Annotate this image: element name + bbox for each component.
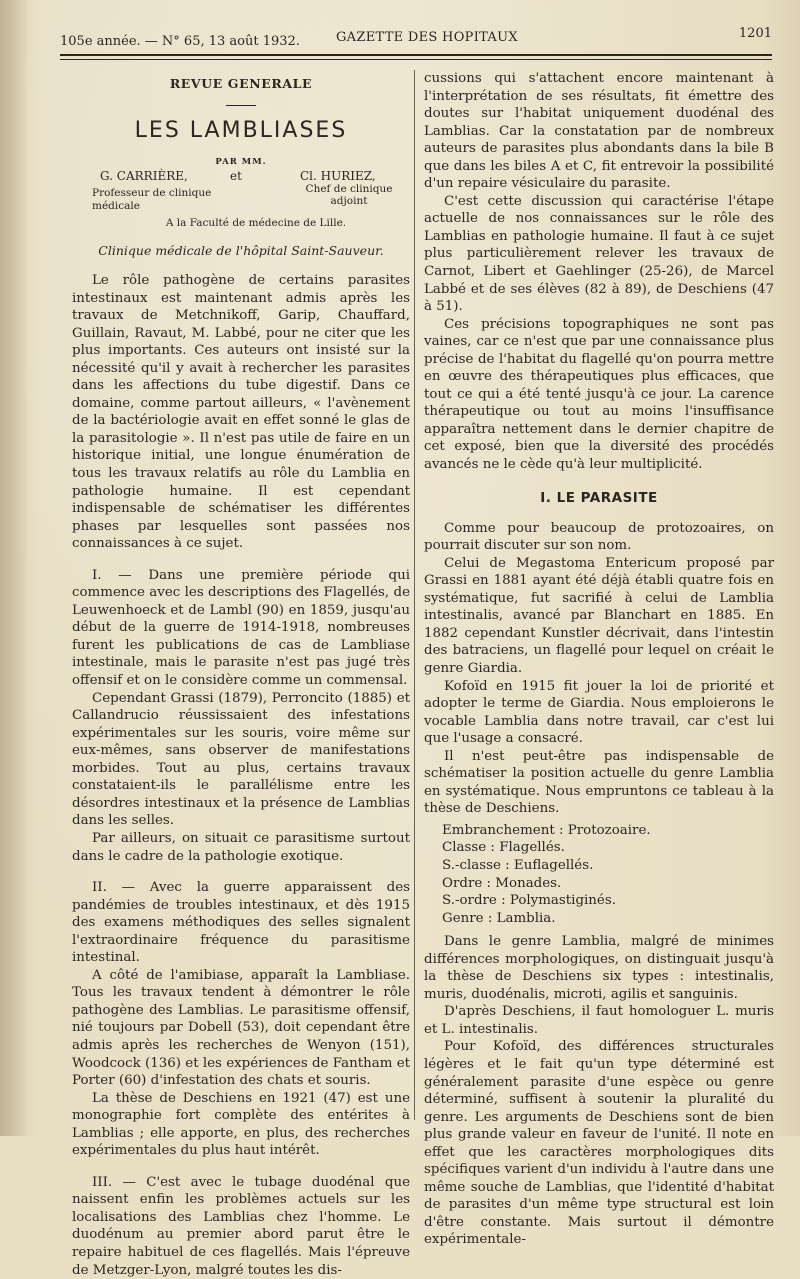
column-divider: [414, 70, 415, 1120]
header-rule-thin: [60, 59, 772, 60]
paragraph: Celui de Megastoma Entericum proposé par Grassi en 1881 ayant été déjà établi quatre fois en systématique, fut sacrifié à celui de Lamblia intestinalis, avancé par Blanchart en 1885. En 1882 cependant Kunstler décrivait, dans l'intestin des batraciens, un flagellé pour lequel on créait le genre Giardia.: [424, 555, 774, 676]
classification-table: [442, 822, 774, 927]
paragraph: I. — Dans une première période qui commence avec les descriptions des Flagellés, de Leuwenhoeck et de Lambl (90) en 1859, jusqu'au début de la guerre de 1914-1918, nombreuses furent les publications de cas de Lambliase intestinale, mais le parasite n'est pas jugé très offensif et on le considère comme un commensal.: [72, 567, 410, 689]
paragraph: A côté de l'amibiase, apparaît la Lambliase. Tous les travaux tendent à démontrer le rôle pathogène des Lamblias. Le parasitisme offensif, nié toujours par Dobell (53), doit cependant être admis après les recherches de Wenyon (151), Woodcock (136) et les expériences de Fantham et Porter (60) d'infestation des chats et souris.: [72, 967, 410, 1089]
classification-row: Embranchement : Protozoaire.: [442, 822, 651, 838]
issue-info: 105e année. — N° 65, 13 août 1932.: [60, 34, 300, 49]
header-rule-thick: [60, 54, 772, 56]
paragraph: Ces précisions topographiques ne sont pas vaines, car ce n'est que par une connaissance plus précise de l'habitat du flagellé qu'on pourra mettre en œuvre des thérapeutiques plus efficaces, que tout ce qui a été tenté jusqu'à ce jour. La carence thérapeutique ou tout au moins l'insuffisance apparaîtra nettement dans le dernier chapitre de cet exposé, bien que la diversité des procédés avancés ne le cède qu'à leur multiplicité.: [424, 316, 774, 473]
paragraph: cussions qui s'attachent encore maintenant à l'interprétation de ses résultats, fit émettre des doutes sur l'habitat uniquement duodénal des Lamblias. Car la constatation par de nombreux auteurs de parasites plus abondants dans la bile B que dans les biles A et C, fit entrevoir la possibilité d'un repaire vésiculaire du parasite.: [424, 71, 774, 192]
paragraph: Kofoïd en 1915 fit jouer la loi de priorité et adopter le terme de Giardia. Nous emploierons le vocable Lamblia dans notre travail, car c'est lui que l'usage a consacré.: [424, 678, 774, 747]
paragraph: Comme pour beaucoup de protozoaires, on pourrait discuter sur son nom.: [424, 520, 774, 554]
author-2: Cl. HURIEZ,: [300, 169, 376, 183]
paragraph: Le rôle pathogène de certains parasites intestinaux est maintenant admis après les travaux de Metchnikoff, Garip, Chauffard, Guillain, Ravaut, M. Labbé, pour ne citer que les plus importants. Ces auteurs ont insisté sur la nécessité qu'il y avait à rechercher les parasites dans les affections du tube digestif. Dans ce domaine, comme partout ailleurs, « l'avènement de la bactériologie avait en effet sonné le glas de la parasitologie ». Il n'est pas utile de faire en un historique initial, une longue énumération de tous les travaux relatifs au rôle du Lamblia en pathologie humaine. Il est cependant indispensable de schématiser les différentes phases par lesquelles sont passées nos connaissances à ce sujet.: [72, 273, 410, 552]
classification-row: Genre : Lamblia.: [442, 910, 556, 926]
faculty-affiliation: A la Faculté de médecine de Lille.: [165, 217, 347, 229]
paragraph: III. — C'est avec le tubage duodénal que naissent enfin les problèmes actuels sur les localisations des Lamblias chez l'homme. Le duodénum au premier abord parut être le repaire habituel de ces flagellés. Mais l'épreuve de Metzger-Lyon, malgré toutes les dis-: [72, 1174, 410, 1278]
author-conjunction: et: [230, 169, 242, 183]
paragraph: Dans le genre Lamblia, malgré de minimes différences morphologiques, on distinguait jusqu'à la thèse de Deschiens six types : intestinalis, muris, duodénalis, microti, agilis et sanguinis.: [424, 934, 774, 1002]
paragraph: C'est cette discussion qui caractérise l'étape actuelle de nos connaissances sur le rôle des Lamblias en pathologie humaine. Il faut à ce sujet plus particulièrement relever les travaux de Carnot, Libert et Gaehlinger (25-26), de Marcel Labbé et de ses élèves (82 à 89), de Deschiens (47 à 51).: [424, 193, 774, 315]
running-header: [60, 26, 772, 52]
section-label: REVUE GENERALE: [169, 76, 313, 91]
left-column: [72, 70, 410, 1279]
classification-row: Ordre : Monades.: [442, 875, 562, 891]
paragraph: Cependant Grassi (1879), Perroncito (1885) et Callandrucio réussissaient des infestations expérimentales sur les souris, voire même sur eux-mêmes, sans observer de manifestations morbides. Tout au plus, certains travaux constataient-ils le parallélisme entre les désordres intestinaux et la présence de Lamblias dans les selles.: [72, 690, 410, 829]
right-column: [424, 70, 774, 1249]
author-1-title: Professeur de clinique médicale: [92, 187, 212, 212]
journal-name: GAZETTE DES HOPITAUX: [336, 30, 518, 45]
classification-row: S.-classe : Euflagellés.: [442, 857, 594, 873]
section-heading: I. LE PARASITE: [540, 489, 658, 506]
authors-block: [72, 169, 410, 229]
clinic-affiliation: Clinique médicale de l'hôpital Saint-Sauveur.: [98, 243, 384, 258]
author-2-title: Chef de clinique adjoint: [305, 183, 393, 207]
page-spine-shadow: [0, 0, 28, 1136]
paragraph: La thèse de Deschiens en 1921 (47) est une monographie fort complète des entérites à Lamblias ; elle apporte, en plus, des recherches expérimentales du plus haut intérêt.: [72, 1090, 410, 1159]
paragraph: D'après Deschiens, il faut homologuer L. muris et L. intestinalis.: [424, 1004, 774, 1037]
title-rule: [226, 105, 256, 106]
paragraph: Par ailleurs, on situait ce parasitisme surtout dans le cadre de la pathologie exotique.: [72, 830, 410, 864]
classification-row: S.-ordre : Polymastiginés.: [442, 893, 616, 909]
author-1: G. CARRIÈRE,: [100, 169, 188, 183]
byline-intro: PAR MM.: [215, 157, 267, 167]
classification-row: Classe : Flagellés.: [442, 840, 565, 856]
paragraph: Il n'est peut-être pas indispensable de schématiser la position actuelle du genre Lamblia en systématique. Nous empruntons ce tableau à la thèse de Deschiens.: [424, 748, 774, 817]
paragraph: Pour Kofoïd, des différences structurales légères et le fait qu'un type déterminé est généralement parasite d'une espèce ou genre déterminé, suffisent à soutenir la pluralité du genre. Les arguments de Deschiens sont de bien plus grande valeur en faveur de l'unité. Il note en effet que les caractères morphologiques dits spécifiques varient d'un individu à l'autre dans une même souche de Lamblias, que l'identité d'habitat de parasites d'un même type structural est loin d'être constante. Mais surtout il démontre expérimentale-: [424, 1039, 774, 1248]
article-title: LES LAMBLIASES: [134, 118, 348, 143]
page-number: 1201: [738, 26, 772, 41]
paragraph: II. — Avec la guerre apparaissent des pandémies de troubles intestinaux, et dès 1915 des examens méthodiques des selles signalent l'extraordinaire fréquence du parasitisme intestinal.: [72, 880, 410, 966]
